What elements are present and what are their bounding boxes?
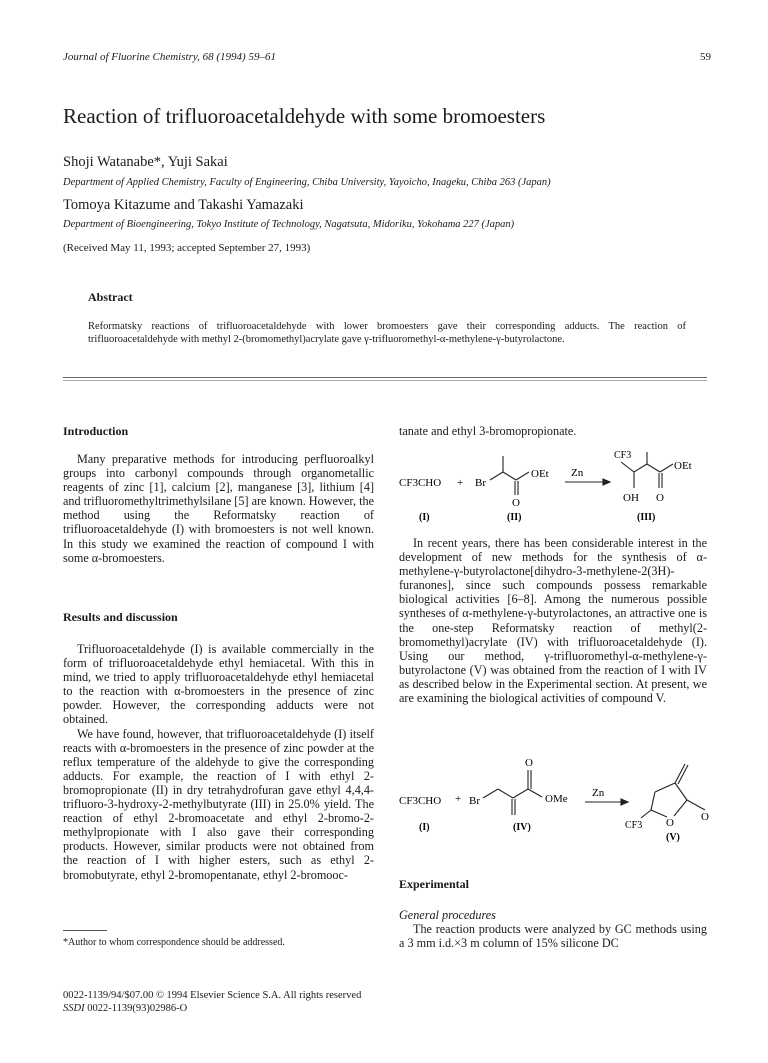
abstract-divider (63, 377, 707, 378)
scheme1-oet-1: OEt (531, 468, 549, 480)
general-procedures-heading: General procedures (399, 908, 496, 922)
scheme1-cf3: CF3 (614, 450, 632, 461)
general-text: The reaction products were analyzed by GC methods using a 3 mm i.d.×3 m column of 15% silicone DC (399, 922, 707, 951)
results-paragraph-1: Trifluoroacetaldehyde (I) is available commercially in the form of trifluoroacetaldehyde ethyl hemiacetal. With this in mind, we tried to apply trifluoroacetaldehyde ethyl hemiacetal to the reaction with α-bromoesters in the presence of zinc powder. However, the corresponding adducts were not obtained. (63, 642, 374, 727)
experimental-heading: Experimental (399, 877, 469, 891)
ssdi-line (63, 1002, 361, 1015)
affiliation-1: Department of Applied Chemistry, Faculty of Engineering, Chiba University, Yayoicho, Inageku, Chiba 263 (Japan) (63, 177, 551, 188)
scheme2-plus: + (455, 793, 462, 805)
scheme1-plus: + (457, 477, 464, 489)
received-dates: (Received May 11, 1993; accepted September 27, 1993) (63, 242, 311, 254)
continuation-text: tanate and ethyl 3-bromopropionate. (399, 424, 577, 438)
scheme2-br: Br (469, 795, 480, 807)
abstract-heading: Abstract (88, 290, 133, 304)
scheme1-br: Br (475, 477, 486, 489)
results-heading: Results and discussion (63, 610, 178, 624)
scheme1-cf3cho: CF3CHO (399, 477, 442, 489)
results-body (63, 642, 374, 882)
compound-label-I: (I) (419, 512, 430, 523)
scheme2-o-carbonyl: O (701, 811, 709, 823)
introduction-heading: Introduction (63, 424, 129, 438)
abstract-text: Reformatsky reactions of trifluoroacetaldehyde with lower bromoesters gave their corresponding adducts. The reaction of trifluoroacetaldehyde with methyl 2-(bromomethyl)acrylate gave γ-trifluoromethyl-α-methylene-γ-butyrolactone. (88, 321, 686, 345)
copyright-block (63, 989, 361, 1015)
footnote: *Author to whom correspondence should be addressed. (63, 937, 285, 948)
results-paragraph-2: We have found, however, that trifluoroacetaldehyde (I) itself reacts with α-bromoesters in the presence of zinc powder at the reflux temperature of the aldehyde to give the corresponding adducts. For example, the reaction of I with ethyl 2-bromopropionate (II) in dry tetrahydrofuran gave ethyl 4,4,4-trifluoro-3-hydroxy-2-methylbutyrate (III) in 25.0% yield. The reaction of ethyl 2-bromoacetate and ethyl 2-bromo-2-methylpropionate with I also gave their corresponding products. However, similar products were not obtained from the reaction of I with higher esters, such as ethyl 2-bromobutyrate, ethyl 2-bromopentanate, ethyl 2-bromooc- (63, 726, 374, 882)
general-procedures-text (399, 922, 707, 950)
author-names-2: Tomoya Kitazume and Takashi Yamazaki (63, 197, 304, 213)
scheme2-o-top: O (525, 757, 533, 769)
scheme1-oet-2: OEt (674, 460, 692, 472)
ssdi-prefix: SSDI (63, 1003, 85, 1014)
compound-label-V: (V) (666, 832, 680, 843)
compound-label-III: (III) (637, 512, 656, 523)
bromomethylacrylate-skeleton (483, 770, 542, 815)
scheme2-o-ring: O (666, 817, 674, 829)
introduction-paragraph (63, 452, 374, 565)
page-number: 59 (700, 51, 711, 63)
copyright-line: 0022-1139/94/$07.00 © 1994 Elsevier Science S.A. All rights reserved (63, 990, 362, 1001)
article-title: Reaction of trifluoroacetaldehyde with some bromoesters (63, 104, 546, 128)
scheme2-cf3cho: CF3CHO (399, 795, 442, 807)
footnote-rule (63, 930, 107, 931)
author-names-1: Shoji Watanabe*, Yuji Sakai (63, 154, 228, 170)
scheme1-o-1: O (512, 497, 520, 509)
scheme1-oh: OH (623, 492, 639, 504)
intro-text: Many preparative methods for introducing perfluoroalkyl groups into carbonyl compounds through organometallic reagents of zinc [1], calcium [2], manganese [3], lithium [4] and trifluoromethyltrimethylsilane [5] are known. However, the method using the Reformatsky reaction of trifluoroacetaldehyde (I) with bromoesters is not well known. In this study we examined the reaction of compound I with some α-bromoesters. (63, 452, 374, 565)
reaction-scheme-1 (395, 446, 715, 528)
interest-paragraph (399, 536, 707, 705)
abstract-divider-2 (63, 380, 707, 381)
compound-label-II: (II) (507, 512, 522, 523)
scheme2-cf3: CF3 (625, 820, 643, 831)
ssdi-number: 0022-1139(93)02986-O (84, 1003, 188, 1014)
journal-citation: Journal of Fluorine Chemistry, 68 (1994) 59–61 (63, 51, 276, 63)
reaction-arrow-2 (585, 799, 628, 805)
scheme1-zn: Zn (571, 467, 584, 479)
compound-label-I-2: (I) (419, 822, 430, 833)
reaction-arrow-1 (565, 479, 610, 485)
scheme2-zn: Zn (592, 787, 605, 799)
reaction-scheme-2 (395, 756, 715, 856)
interest-text: In recent years, there has been considerable interest in the development of new methods for the synthesis of α-methylene-γ-butyrolactone[dihydro-3-methylene-2(3H)-furanones], since such compounds possess remarkable biological activities [6–8]. Among the numerous possible syntheses of α-methylene-γ-butyrolactones, an attractive one is the one-step Reformatsky reaction of methyl(2-bromomethyl)acrylate (IV) with trifluoroacetaldehyde (I). Using our method, γ-trifluoromethyl-α-methylene-γ-butyrolactone (V) was obtained from the reaction of I with IV as described below in the Experimental section. At present, we are examining the biological activities of compound V. (399, 536, 707, 706)
affiliation-2: Department of Bioengineering, Tokyo Institute of Technology, Nagatsuta, Midoriku, Yokohama 227 (Japan) (63, 219, 515, 230)
compound-label-IV: (IV) (513, 822, 531, 833)
lactone-ring (641, 764, 705, 818)
bromopropionate-skeleton (490, 456, 529, 495)
scheme2-ome: OMe (545, 793, 568, 805)
scheme1-o-2: O (656, 492, 664, 504)
